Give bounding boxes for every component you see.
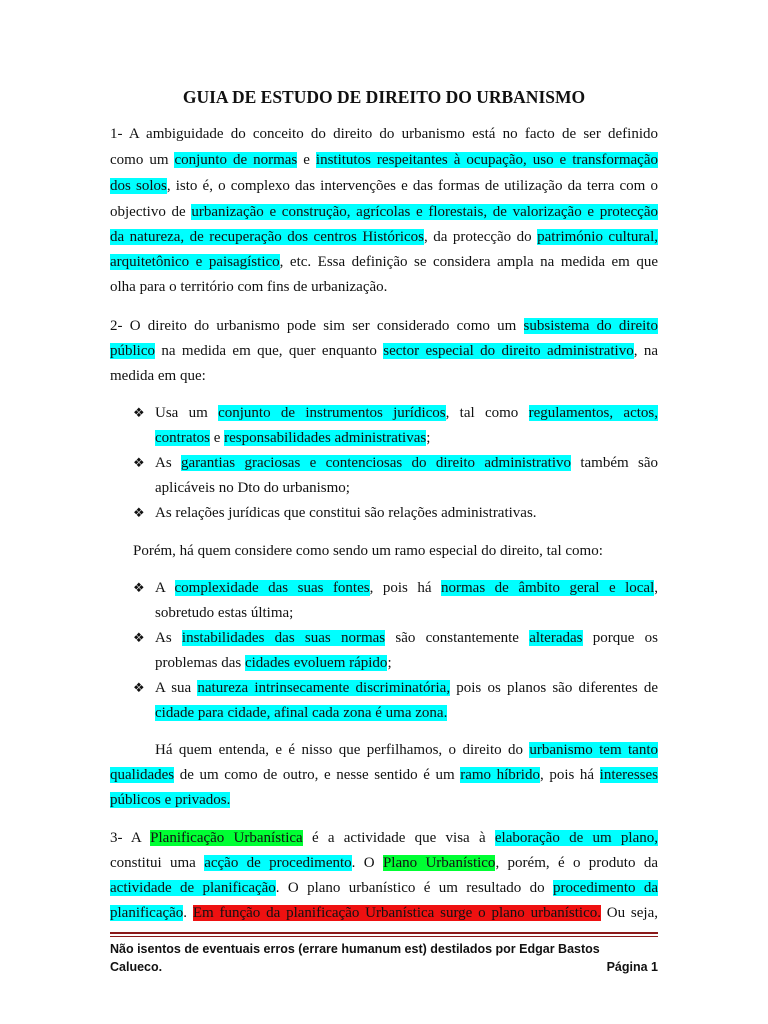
highlighted-text: dos solos [110, 178, 167, 194]
highlighted-text: urbanização e construção, agrícolas e florestais, de valorização e protecção [191, 204, 658, 220]
green-highlighted-text: Plano Urbanístico [382, 855, 496, 871]
diamond-bullet-icon: ❖ [133, 581, 145, 596]
highlighted-text: conjunto de instrumentos jurídicos [218, 405, 446, 421]
text-run: As relações jurídicas que constitui são relações administrativas. [155, 505, 537, 521]
bullet-item-line [155, 426, 658, 451]
footer-text-second-line [110, 958, 658, 976]
text-run: . [183, 905, 193, 921]
diamond-bullet-icon: ❖ [133, 406, 145, 421]
paragraph-4-line [110, 788, 658, 813]
bullet-item-line [155, 676, 658, 701]
highlighted-text: sector especial do direito administrativo [383, 343, 634, 359]
bullet-item-line [155, 451, 658, 476]
diamond-bullet-icon: ❖ [133, 456, 145, 471]
paragraph-2-line [110, 314, 658, 339]
text-run: , etc. Essa definição se considera ampla na medida em que [279, 254, 658, 270]
paragraph-5-line [110, 851, 658, 876]
text-run: 1- A ambiguidade do conceito do direito do urbanismo está no facto de ser definido [110, 126, 658, 142]
text-run: aplicáveis no Dto do urbanismo; [155, 480, 350, 496]
text-run: , porém, é o produto da [495, 855, 658, 871]
text-run: sobretudo estas última; [155, 605, 294, 621]
paragraph-1-line [110, 174, 658, 199]
paragraph-5-line [110, 826, 658, 851]
text-run: , pois há [369, 580, 442, 596]
text-run: , isto é, o complexo das intervenções e das formas de utilização da terra com o [166, 178, 658, 194]
bullet-item-line [155, 701, 658, 726]
text-run: . O plano urbanístico é um resultado do [275, 880, 554, 896]
text-run: e [297, 152, 316, 168]
text-run: ; [387, 655, 392, 671]
bullet-item-line [155, 576, 658, 601]
highlighted-text: arquitetônico e paisagístico [110, 254, 280, 270]
text-run: Ou seja, [600, 905, 659, 921]
highlighted-text: urbanismo tem tanto [529, 742, 659, 758]
highlighted-text: responsabilidades administrativas [224, 430, 427, 446]
highlighted-text: procedimento da [553, 880, 658, 896]
highlighted-text: institutos respeitantes à ocupação, uso e transformação [315, 152, 658, 168]
paragraph-1-line [110, 225, 658, 250]
text-run: de um como de outro, e nesse sentido é um [174, 767, 461, 783]
text-run: As [155, 455, 181, 471]
text-run: As [155, 630, 182, 646]
highlighted-text: qualidades [110, 767, 175, 783]
paragraph-1-line [110, 275, 658, 300]
text-run: 3- A [110, 830, 151, 846]
highlighted-text: da natureza, de recuperação dos centros Históricos [110, 229, 424, 245]
text-run: pois os planos são diferentes de [450, 680, 659, 696]
highlighted-text: cidade para cidade, afinal cada zona é uma zona. [155, 705, 448, 721]
footer-author: Calueco. [110, 960, 163, 974]
paragraph-1-line [110, 200, 658, 225]
highlighted-text: planificação [110, 905, 184, 921]
document-title: GUIA DE ESTUDO DE DIREITO DO URBANISMO [182, 87, 586, 107]
highlighted-text: cidades evoluem rápido [244, 655, 388, 671]
bullet-item-line [155, 401, 658, 426]
red-highlighted-text: Em função da planificação Urbanística surge o plano urbanístico. [192, 905, 601, 921]
text-run: é a actividade que visa à [302, 830, 495, 846]
highlighted-text: alteradas [529, 630, 583, 646]
text-run: problemas das [155, 655, 245, 671]
highlighted-text: subsistema do direito [523, 318, 658, 334]
paragraph-5-line [110, 901, 658, 926]
text-run: A sua [155, 680, 198, 696]
highlighted-text: público [110, 343, 155, 359]
bullet-item-line [155, 476, 658, 501]
highlighted-text: garantias graciosas e contenciosas do direito administrativo [181, 455, 572, 471]
text-run: objectivo de [110, 204, 192, 220]
text-run: como um [110, 152, 175, 168]
text-run: medida em que: [110, 368, 206, 384]
text-run: . O [351, 855, 383, 871]
text-run: constitui uma [110, 855, 205, 871]
text-run: , [654, 580, 658, 596]
paragraph-1-line [110, 122, 658, 147]
highlighted-text: natureza intrinsecamente discriminatória, [197, 680, 451, 696]
paragraph-2-line [110, 339, 658, 364]
diamond-bullet-icon: ❖ [133, 506, 145, 521]
text-run: olha para o território com fins de urbanização. [110, 279, 388, 295]
green-highlighted-text: Planificação Urbanística [150, 830, 303, 846]
paragraph-2-line [110, 364, 658, 389]
bullet-item-line [155, 626, 658, 651]
paragraph-5-line [110, 876, 658, 901]
highlighted-text: ramo híbrido [460, 767, 540, 783]
highlighted-text: instabilidades das suas normas [181, 630, 386, 646]
text-run: na medida em que, quer enquanto [155, 343, 384, 359]
text-run: são constantemente [385, 630, 530, 646]
bullet-item-line [155, 501, 658, 526]
diamond-bullet-icon: ❖ [133, 681, 145, 696]
text-run: e [209, 430, 225, 446]
paragraph-1-line [110, 148, 658, 173]
text-run: , na [633, 343, 658, 359]
highlighted-text: normas de âmbito geral e local [441, 580, 655, 596]
highlighted-text: conjunto de normas [174, 152, 298, 168]
highlighted-text: complexidade das suas fontes [174, 580, 370, 596]
footer-divider [110, 932, 658, 934]
text-run: , tal como [445, 405, 529, 421]
highlighted-text: públicos e privados. [110, 792, 231, 808]
highlighted-text: contratos [155, 430, 210, 446]
highlighted-text: acção de procedimento [204, 855, 352, 871]
bullet-item-line [155, 651, 658, 676]
bullet-item-line [155, 601, 658, 626]
highlighted-text: elaboração de um plano, [494, 830, 658, 846]
highlighted-text: regulamentos, actos, [528, 405, 658, 421]
text-run: Há quem entenda, e é nisso que perfilhamos, o direito do [155, 742, 530, 758]
text-run: Usa um [155, 405, 219, 421]
highlighted-text: património cultural, [537, 229, 658, 245]
text-run: ; [426, 430, 431, 446]
paragraph-3-line [133, 539, 658, 564]
footer-text: Não isentos de eventuais erros (errare humanum est) destilados por Edgar Bastos [110, 942, 600, 956]
paragraph-4-line [110, 763, 658, 788]
footer-divider [110, 936, 658, 937]
text-run: A [155, 580, 175, 596]
text-run: também são [571, 455, 658, 471]
page-number: Página 1 [606, 960, 658, 974]
highlighted-text: interesses [599, 767, 658, 783]
paragraph-1-line [110, 250, 658, 275]
paragraph-4-line [155, 738, 658, 763]
text-run: Porém, há quem considere como sendo um ramo especial do direito, tal como: [133, 543, 603, 559]
text-run: 2- O direito do urbanismo pode sim ser considerado como um [110, 318, 524, 334]
text-run: porque os [582, 630, 658, 646]
text-run: , pois há [539, 767, 600, 783]
text-run: , da protecção do [424, 229, 538, 245]
diamond-bullet-icon: ❖ [133, 631, 145, 646]
highlighted-text: actividade de planificação [110, 880, 276, 896]
